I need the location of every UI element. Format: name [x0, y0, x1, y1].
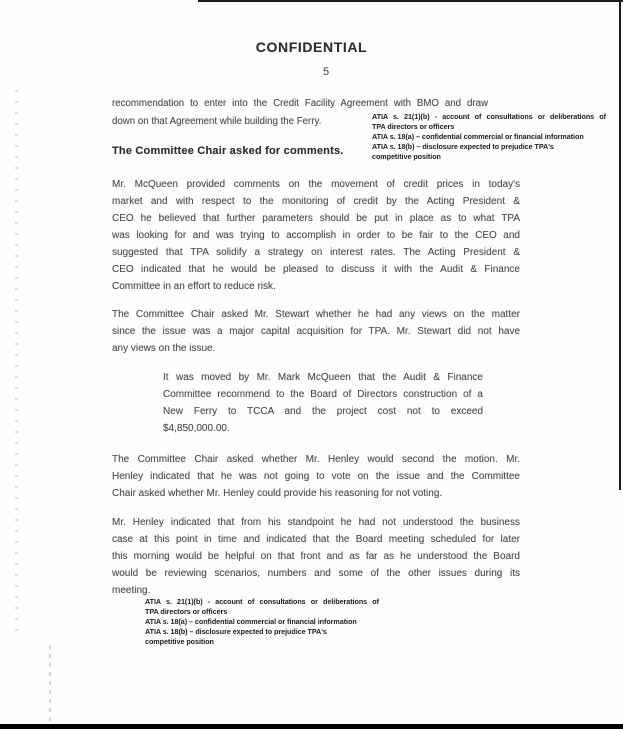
text-line: down on that Agreement while building the Ferry.	[112, 116, 322, 127]
text-line: Committee in an effort to reduce risk.	[112, 281, 276, 292]
atia-line: competitive position	[145, 637, 214, 646]
text-line: Mr. McQueen provided comments on the movement of credit prices in today's	[112, 179, 520, 190]
stewart-paragraph	[112, 306, 520, 357]
page-number: 5	[323, 66, 330, 78]
text-line: It was moved by Mr. Mark McQueen that the Audit & Finance	[163, 372, 483, 383]
text-line: The Committee Chair asked Mr. Stewart whether he had any views on the matter	[112, 309, 520, 320]
text-line: Committee recommend to the Board of Directors construction of a	[163, 389, 483, 400]
text-line: Mr. Henley indicated that from his standpoint he had not understood the business	[112, 517, 520, 528]
henley-reasoning-paragraph	[112, 514, 520, 599]
atia-line: ATIA s. 18(a) – confidential commercial or financial information	[372, 132, 584, 141]
text-line: Chair asked whether Mr. Henley could provide his reasoning for not voting.	[112, 488, 443, 499]
motion-text	[163, 369, 483, 437]
scan-noise-left-margin	[15, 90, 18, 635]
scan-edge-right-line	[619, 0, 621, 490]
atia-line: TPA directors or officers	[372, 122, 455, 131]
text-line: suggested that TPA solidify a strategy on interest rates. The Acting President &	[112, 247, 520, 258]
scan-noise-bottom-left	[49, 645, 51, 721]
text-line: market and with respect to the monitoring of credit by the Acting President &	[112, 196, 520, 207]
atia-line: ATIA s. 18(b) – disclosure expected to prejudice TPA's	[372, 142, 554, 151]
text-line: would be reviewing scenarios, numbers and some of the other issues during its	[112, 568, 520, 579]
text-line: since the issue was a major capital acquisition for TPA. Mr. Stewart did not have	[112, 326, 520, 337]
text-line: recommendation to enter into the Credit Facility Agreement with BMO and draw	[112, 98, 488, 109]
comments-heading: The Committee Chair asked for comments.	[112, 145, 344, 157]
confidential-header: CONFIDENTIAL	[255, 39, 368, 55]
scan-edge-bottom-bar	[0, 724, 623, 729]
atia-annotation-top	[372, 112, 606, 162]
text-line: CEO indicated that he would be pleased to discuss it with the Audit & Finance	[112, 264, 520, 275]
text-line: Henley indicated that he was not going to vote on the issue and the Committee	[112, 471, 520, 482]
text-line: New Ferry to TCCA and the project cost not to exceed	[163, 406, 483, 417]
atia-line: ATIA s. 18(b) – disclosure expected to prejudice TPA's	[145, 627, 327, 636]
atia-line: TPA directors or officers	[145, 607, 228, 616]
henley-second-paragraph	[112, 451, 520, 502]
mcqueen-paragraph	[112, 176, 520, 295]
text-line: was looking for and was trying to accomplish in order to be fair to the CEO and	[112, 230, 520, 241]
text-line: case at this point in time and indicated that the Board meeting scheduled for later	[112, 534, 520, 545]
text-line: CEO he believed that further parameters should be put in place as to what TPA	[112, 213, 520, 224]
text-line: meeting.	[112, 585, 151, 596]
text-line: The Committee Chair asked whether Mr. Henley would second the motion. Mr.	[112, 454, 520, 465]
text-line: any views on the issue.	[112, 343, 216, 354]
atia-annotation-bottom	[145, 597, 379, 647]
text-line: this morning would be helpful on that front and as far as he understood the Board	[112, 551, 520, 562]
atia-line: ATIA s. 18(a) – confidential commercial or financial information	[145, 617, 357, 626]
atia-line: competitive position	[372, 152, 441, 161]
atia-line: ATIA s. 21(1)(b) - account of consultations or deliberations of	[145, 597, 379, 606]
atia-line: ATIA s. 21(1)(b) - account of consultations or deliberations of	[372, 112, 606, 121]
text-line: $4,850,000.00.	[163, 423, 230, 434]
scan-edge-top-line	[198, 0, 623, 2]
